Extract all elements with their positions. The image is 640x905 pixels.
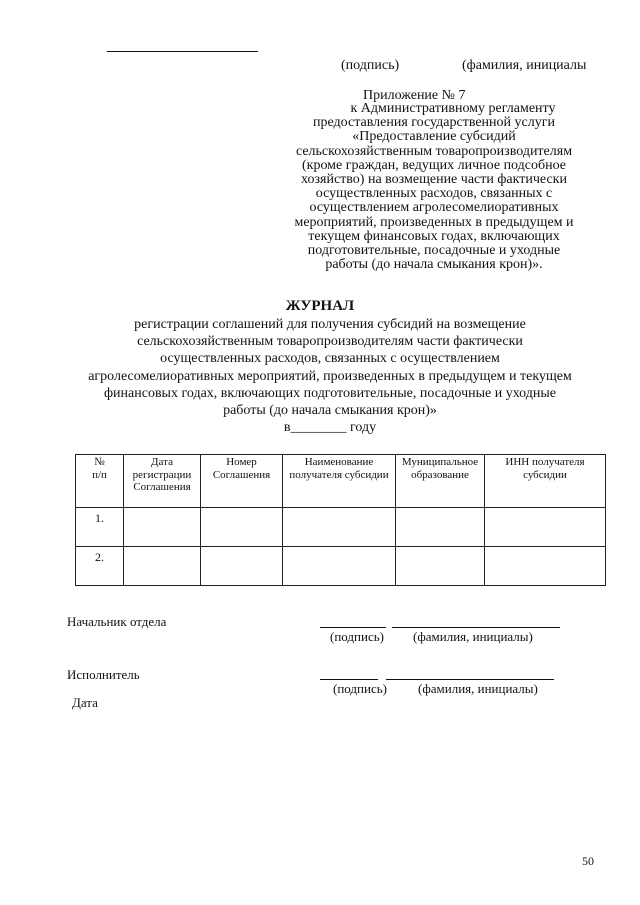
date-label: Дата bbox=[72, 695, 98, 710]
header-text: п/п bbox=[92, 468, 107, 481]
head-label: Начальник отдела bbox=[67, 614, 167, 629]
head-signature-label: (подпись) bbox=[330, 629, 384, 644]
table-cell bbox=[124, 508, 201, 547]
annex-line: осуществлением агролесомелиоративных bbox=[309, 200, 559, 216]
annex-line: текущем финансовых годах, включающих bbox=[308, 228, 560, 244]
header-text: Номер bbox=[226, 456, 257, 468]
header-text: Соглашения bbox=[212, 468, 271, 481]
header-text: получателя субсидии bbox=[289, 468, 389, 481]
table-cell bbox=[201, 508, 283, 547]
registration-table bbox=[75, 454, 606, 586]
header-number bbox=[76, 455, 124, 508]
annex-line: к Административному регламенту bbox=[350, 101, 556, 116]
header-text: ИНН получателя bbox=[505, 456, 585, 468]
top-signature-label: (подпись) bbox=[341, 58, 400, 73]
annex-line: «Предоставление субсидий bbox=[352, 129, 516, 145]
journal-subtitle-line: агролесомелиоративных мероприятий, произведенных в предыдущем и текущем bbox=[88, 368, 572, 384]
table-cell bbox=[485, 508, 606, 547]
annex-title: Приложение № 7 bbox=[363, 88, 466, 103]
header-text: Наименование bbox=[304, 456, 374, 468]
top-name-label: (фамилия, инициалы bbox=[462, 58, 587, 73]
header-text: Соглашения bbox=[133, 481, 191, 493]
table-cell bbox=[283, 508, 396, 547]
header-text: Муниципальное bbox=[401, 456, 479, 468]
journal-subtitle-line: сельскохозяйственным товаропроизводителям части фактически bbox=[137, 334, 523, 350]
header-recipient-name bbox=[283, 455, 396, 508]
journal-year-line: в________ году bbox=[283, 420, 377, 436]
header-text: № bbox=[94, 456, 105, 468]
header-text: Дата bbox=[151, 456, 173, 468]
top-signature-line bbox=[107, 51, 258, 52]
journal-subtitle-line: работы (до начала смыкания крон)» bbox=[223, 403, 437, 419]
table-cell bbox=[396, 547, 485, 586]
annex-text bbox=[278, 102, 590, 272]
head-signature-line bbox=[320, 627, 386, 628]
journal-subtitle-line: осуществленных расходов, связанных с осуществлением bbox=[160, 351, 500, 367]
annex-line: работы (до начала смыкания крон)». bbox=[325, 257, 543, 273]
table-cell bbox=[201, 547, 283, 586]
header-text: субсидии bbox=[523, 468, 567, 481]
executor-signature-line bbox=[320, 679, 378, 680]
table-cell: 2. bbox=[76, 547, 124, 586]
table-cell bbox=[124, 547, 201, 586]
header-text: регистрации bbox=[132, 468, 192, 481]
annex-line: осуществленных расходов, связанных с bbox=[315, 186, 553, 202]
table-cell bbox=[283, 547, 396, 586]
header-inn bbox=[485, 455, 606, 508]
journal-subtitle-line: финансовых годах, включающих подготовительные, посадочные и уходные bbox=[103, 385, 557, 401]
table-cell: 1. bbox=[76, 508, 124, 547]
annex-line: подготовительные, посадочные и уходные bbox=[307, 243, 561, 259]
head-name-line bbox=[392, 627, 560, 628]
table-cell bbox=[396, 508, 485, 547]
journal-subtitle-line: регистрации соглашений для получения субсидий на возмещение bbox=[134, 317, 526, 332]
header-municipality bbox=[396, 455, 485, 508]
executor-name-line bbox=[386, 679, 554, 680]
executor-signature-label: (подпись) bbox=[333, 681, 387, 696]
table-header-row bbox=[76, 455, 606, 508]
journal-subtitle bbox=[60, 316, 600, 436]
annex-line: (кроме граждан, ведущих личное подсобное bbox=[301, 157, 566, 173]
annex-line: сельскохозяйственным товаропроизводителям bbox=[295, 143, 573, 159]
header-text: образование bbox=[411, 468, 469, 481]
header-registration-date bbox=[124, 455, 201, 508]
executor-label: Исполнитель bbox=[67, 667, 140, 682]
page-number: 50 bbox=[582, 854, 594, 868]
annex-line: мероприятий, произведенных в предыдущем и bbox=[294, 214, 574, 230]
table-row bbox=[76, 508, 606, 547]
head-name-label: (фамилия, инициалы) bbox=[413, 629, 533, 644]
annex-line: предоставления государственной услуги bbox=[313, 115, 555, 131]
executor-name-label: (фамилия, инициалы) bbox=[418, 681, 538, 696]
annex-line: хозяйство) на возмещение части фактически bbox=[301, 172, 567, 188]
table-cell bbox=[485, 547, 606, 586]
table-row bbox=[76, 547, 606, 586]
journal-title: ЖУРНАЛ bbox=[285, 298, 355, 314]
header-agreement-number bbox=[201, 455, 283, 508]
